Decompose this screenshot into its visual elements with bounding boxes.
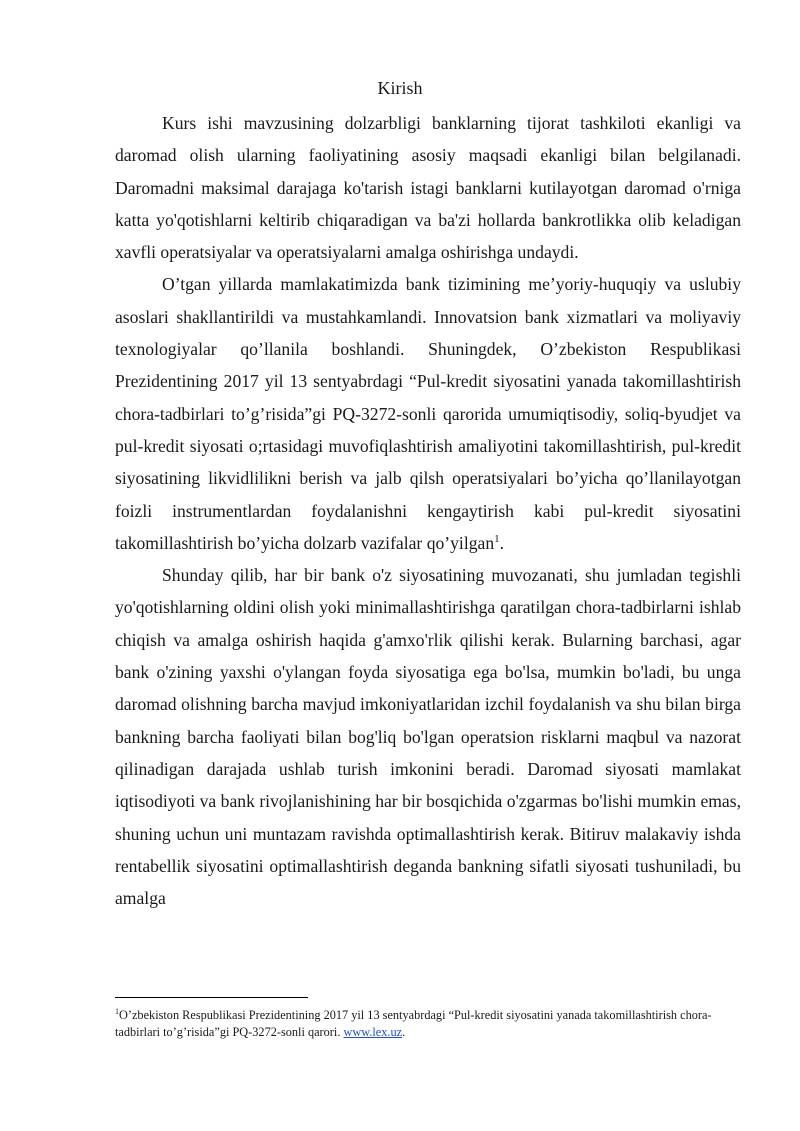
footnote-text: O’zbekiston Respublikasi Prezidentining 2017 yil 13 sentyabrdagi “Pul-kredit siyosatini yanada takomillashtirish chora-tadbirlari to’g’risida”gi PQ-3272-sonli qarori. (115, 1008, 712, 1039)
footnote-separator (115, 997, 308, 998)
footnote-reference[interactable]: 1 (494, 533, 500, 545)
page-title: Kirish (377, 78, 423, 98)
paragraph-relevance: Kurs ishi mavzusining dolzarbligi banklarning tijorat tashkiloti ekanligi va daromad olish ularning faoliyatining asosiy maqsadi ekanligi bilan belgilanadi. Daromadni maksimal darajaga ko'tarish istagi banklarni kutilayotgan daromad o'rniga katta yo'qotishlarni keltirib chiqaradigan va ba'zi hollarda bankrotlikka olib keladigan xavfli operatsiyalar va operatsiyalarni amalga oshirishga undaydi. (115, 113, 741, 263)
body-text (115, 107, 741, 914)
footnote-link[interactable]: www.lex.uz (343, 1025, 403, 1039)
paragraph-legal-basis-text: O’tgan yillarda mamlakatimizda bank tizimining me’yoriy-huquqiy va uslubiy asoslari shakllantirildi va mustahkamlandi. Innovatsion bank xizmatlari va moliyaviy texnologiyalar qo’llanila boshlandi. Shuningdek, O’zbekiston Respublikasi Prezidentining 2017 yil 13 sentyabrdagi “Pul-kredit siyosatini yanada takomillashtirish chora-tadbirlari to’g’risida”gi PQ-3272-sonli qarorida umumiqtisodiy, soliq-byudjet va pul-kredit siyosati o;rtasidagi muvofiqlashtirish amaliyotini takomillashtirish, pul-kredit siyosatining likvidlilikni berish va jalb qilsh operatsiyalari bo’yicha qo’llanilayotgan foizli instrumentlardan foydalanishni kengaytirish kabi pul-kredit siyosatini takomillashtirish bo’yicha dolzarb vazifalar qo’yilgan (115, 274, 741, 553)
paragraph-legal-basis-end: . (499, 532, 505, 553)
paragraph-policy: Shunday qilib, har bir bank o'z siyosatining muvozanati, shu jumladan tegishli yo'qotishlarning oldini olish yoki minimallashtirishga qaratilgan chora-tadbirlarni ishlab chiqish va amalga oshirish haqida g'amxo'rlik qilishi kerak. Bularning barchasi, agar bank o'zining yaxshi o'ylangan foyda siyosatiga ega bo'lsa, mumkin bo'ladi, bu unga daromad olishning barcha mavjud imkoniyatlaridan izchil foydalanish va shu bilan birga bankning barcha faoliyati bilan bog'liq bo'lgan operatsion risklarni maqbul va nazorat qilinadigan darajada ushlab turish imkonini beradi. Daromad siyosati mamlakat iqtisodiyoti va bank rivojlanishining har bir bosqichida o'zgarmas bo'lishi mumkin emas, shuning uchun uni muntazam ravishda optimallashtirish kerak. Bitiruv malakaviy ishda rentabellik siyosatini optimallashtirish deganda bankning sifatli siyosati tushuniladi, bu amalga (115, 565, 741, 909)
footnote-end: . (402, 1025, 406, 1039)
footnote (115, 1007, 741, 1041)
footnote-mark: 1 (115, 1006, 119, 1016)
paragraph-legal-basis (115, 268, 741, 559)
